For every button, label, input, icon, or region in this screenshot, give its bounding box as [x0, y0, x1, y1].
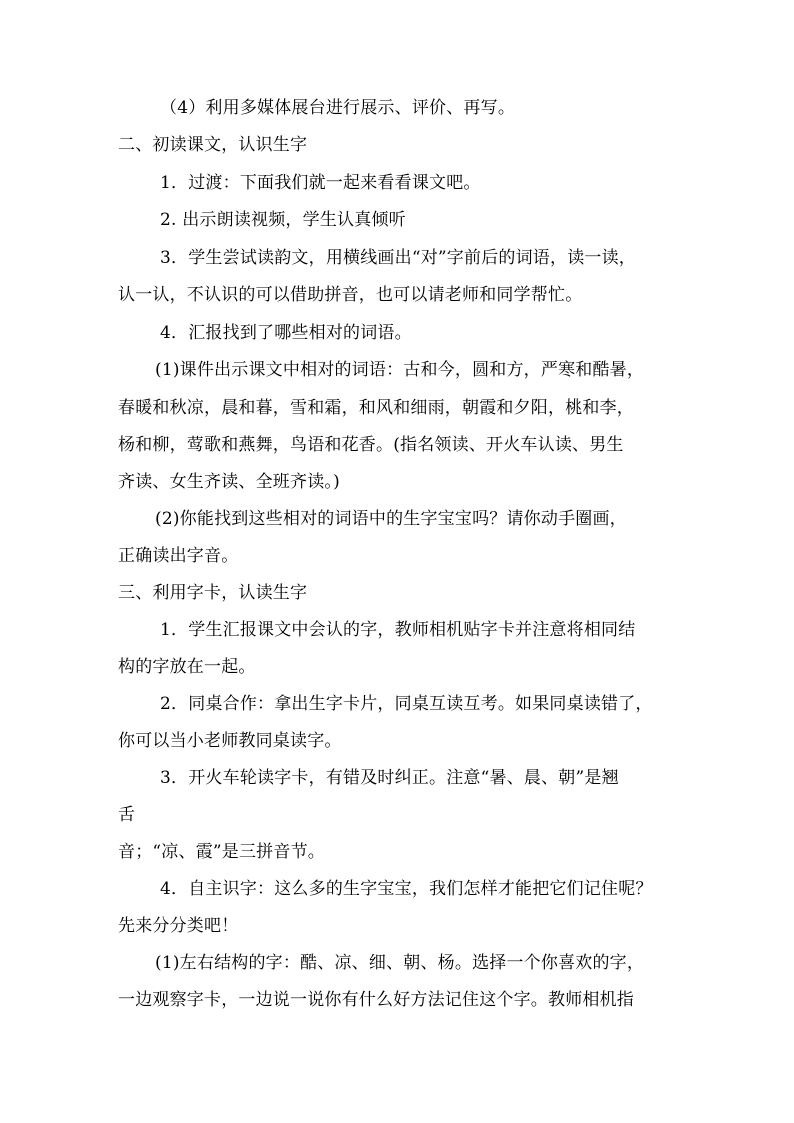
text-line-23: 先来分分类吧！ — [118, 916, 239, 936]
text-line-13: 正确读出字音。 — [118, 546, 239, 566]
text-line-11: 齐读、女生齐读、全班齐读。) — [118, 472, 340, 492]
text-line-1: （4）利用多媒体展台进行展示、评价、再写。 — [160, 98, 516, 118]
text-line-6: 认一认，不认识的可以借助拼音，也可以请老师和同学帮忙。 — [118, 285, 583, 305]
text-line-4: 2. 出示朗读视频，学生认真倾听 — [160, 210, 406, 230]
text-line-12: (2)你能找到这些相对的词语中的生字宝宝吗？请你动手圈画， — [155, 509, 627, 529]
text-line-16: 构的字放在一起。 — [118, 657, 256, 677]
text-line-20: 舌 — [118, 805, 136, 825]
section-heading-2: 二、初读课文，认识生字 — [118, 135, 308, 155]
text-line-8: (1)课件出示课文中相对的词语：古和今，圆和方，严寒和酷暑， — [155, 360, 645, 380]
text-line-22: 4．自主识字：这么多的生字宝宝，我们怎样才能把它们记住呢？ — [160, 879, 653, 899]
text-line-5: 3．学生尝试读韵文，用横线画出“对”字前后的词语，读一读， — [160, 248, 636, 268]
text-line-15: 1．学生汇报课文中会认的字，教师相机贴字卡并注意将相同结 — [160, 620, 636, 640]
text-line-10: 杨和柳，莺歌和燕舞，鸟语和花香。(指名领读、开火车认读、男生 — [118, 435, 624, 455]
text-line-21: 音；“凉、霞”是三拼音节。 — [118, 842, 325, 862]
text-line-18: 你可以当小老师教同桌读字。 — [118, 731, 342, 751]
text-line-3: 1．过渡：下面我们就一起来看看课文吧。 — [160, 173, 481, 193]
text-line-17: 2．同桌合作：拿出生字卡片，同桌互读互考。如果同桌读错了， — [160, 694, 653, 714]
text-line-7: 4．汇报找到了哪些相对的词语。 — [160, 323, 412, 343]
text-line-25: 一边观察字卡，一边说一说你有什么好方法记住这个字。教师相机指 — [118, 990, 634, 1010]
text-line-19: 3．开火车轮读字卡，有错及时纠正。注意“暑、晨、朝”是翘 — [160, 768, 619, 788]
section-heading-14: 三、利用字卡，认读生字 — [118, 583, 308, 603]
text-line-9: 春暖和秋凉，晨和暮，雪和霜，和风和细雨，朝霞和夕阳，桃和李， — [118, 398, 634, 418]
text-line-24: (1)左右结构的字：酷、凉、细、朝、杨。选择一个你喜欢的字， — [155, 953, 645, 973]
